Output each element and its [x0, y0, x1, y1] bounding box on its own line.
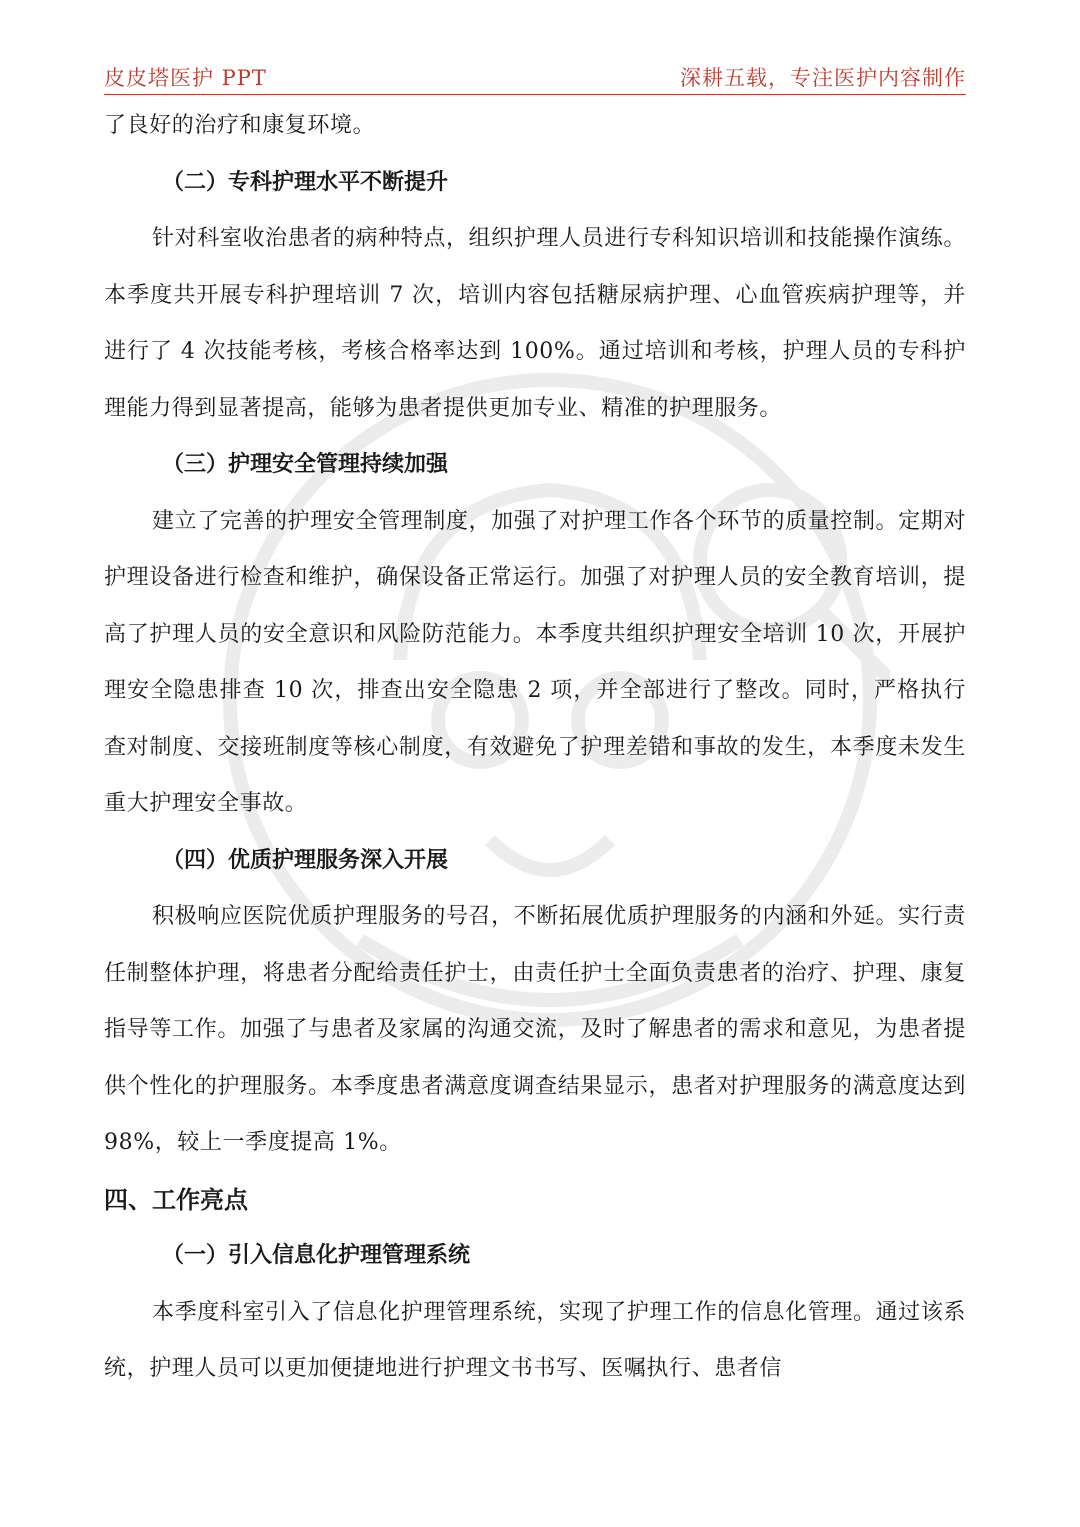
subheading-info-system: （一）引入信息化护理管理系统	[162, 1243, 471, 1268]
section-heading-highlights: 四、工作亮点	[104, 1185, 248, 1214]
subheading-safety-management: （三）护理安全管理持续加强	[162, 452, 449, 477]
subheading-specialty-care: （二）专科护理水平不断提升	[162, 169, 449, 195]
document-body	[104, 98, 966, 1398]
header-brand: 皮皮塔医护 PPT	[104, 66, 267, 90]
header-slogan: 深耕五载，专注医护内容制作	[680, 66, 966, 90]
paragraph-quality-service: 积极响应医院优质护理服务的号召，不断拓展优质护理服务的内涵和外延。实行责任制整体护理，将患者分配给责任护士，由责任护士全面负责患者的治疗、护理、康复指导等工作。加强了与患者及家属的沟通交流，及时了解患者的需求和意见，为患者提供个性化的护理服务。本季度患者满意度调查结果显示，患者对护理服务的满意度达到 98%，较上一季度提高 1%。	[104, 904, 966, 1155]
paragraph-intro-tail: 了良好的治疗和康复环境。	[104, 113, 376, 138]
paragraph-specialty-care: 针对科室收治患者的病种特点，组织护理人员进行专科知识培训和技能操作演练。本季度共开展专科护理培训 7 次，培训内容包括糖尿病护理、心血管疾病护理等，并进行了 4 次技能考核，考核合格率达到 100%。通过培训和考核，护理人员的专科护理能力得到显著提高，能够为患者提供更加专业、精准的护理服务。	[104, 226, 966, 421]
page-header	[104, 58, 966, 95]
paragraph-safety-management: 建立了完善的护理安全管理制度，加强了对护理工作各个环节的质量控制。定期对护理设备进行检查和维护，确保设备正常运行。加强了对护理人员的安全教育培训，提高了护理人员的安全意识和风险防范能力。本季度共组织护理安全培训 10 次，开展护理安全隐患排查 10 次，排查出安全隐患 2 项，并全部进行了整改。同时，严格执行查对制度、交接班制度等核心制度，有效避免了护理差错和事故的发生，本季度未发生重大护理安全事故。	[104, 508, 966, 816]
paragraph-info-system: 本季度科室引入了信息化护理管理系统，实现了护理工作的信息化管理。通过该系统，护理人员可以更加便捷地进行护理文书书写、医嘱执行、患者信	[104, 1299, 966, 1381]
subheading-quality-service: （四）优质护理服务深入开展	[162, 847, 449, 873]
